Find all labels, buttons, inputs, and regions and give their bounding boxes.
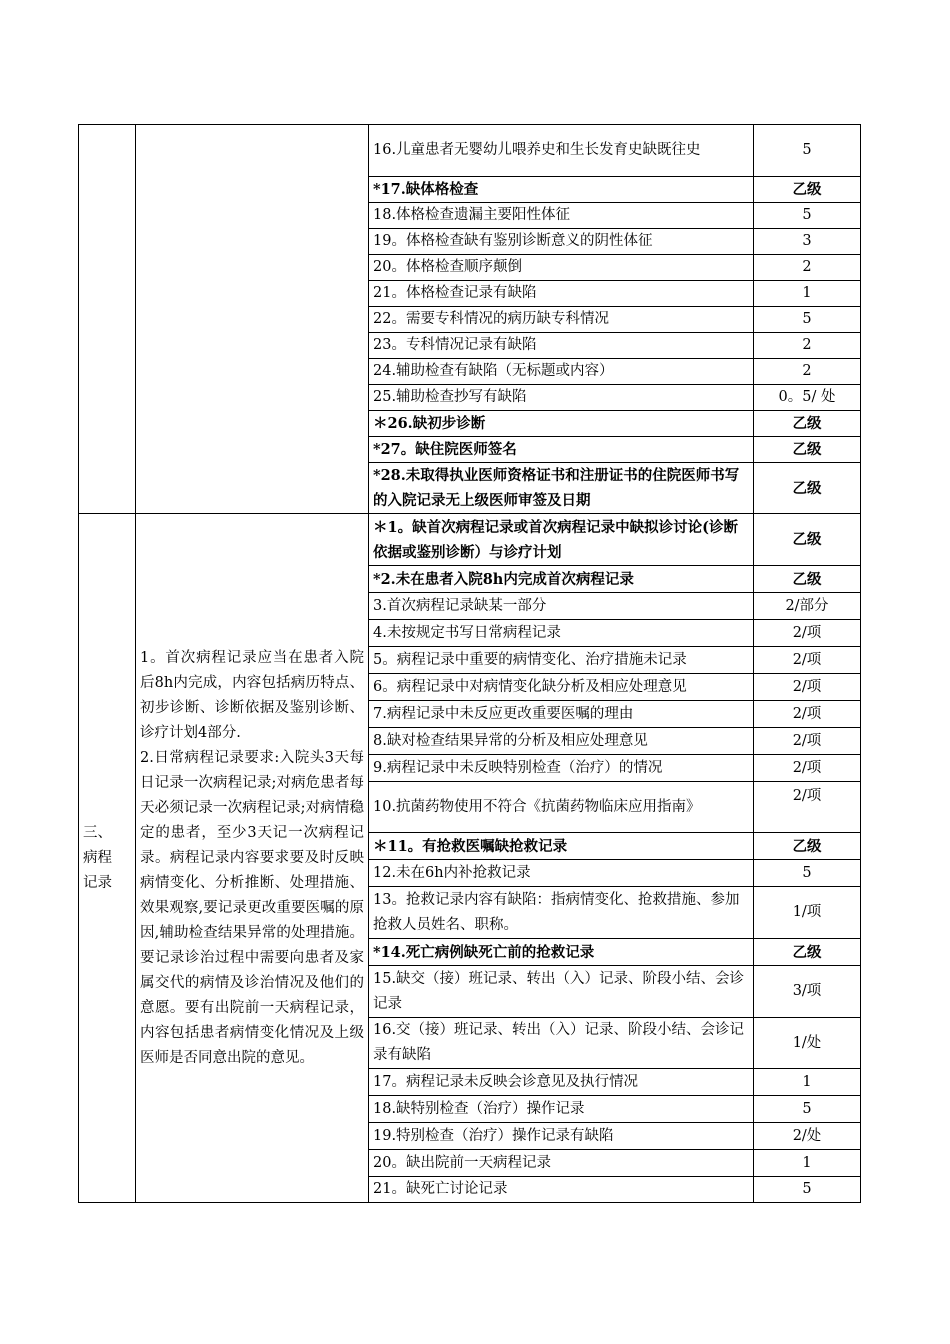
- score-cell: 5: [754, 1096, 861, 1123]
- item-cell: 21。体格检查记录有缺陷: [369, 281, 754, 307]
- item-cell: *27。缺住院医师签名: [369, 437, 754, 463]
- score-cell: 2/项: [754, 701, 861, 728]
- item-cell: 10.抗菌药物使用不符合《抗菌药物临床应用指南》: [369, 782, 754, 833]
- item-cell: 23。专科情况记录有缺陷: [369, 333, 754, 359]
- score-cell: 乙级: [754, 939, 861, 966]
- item-cell: 12.未在6h内补抢救记录: [369, 860, 754, 887]
- table-row: [79, 514, 861, 566]
- item-cell: 3.首次病程记录缺某一部分: [369, 593, 754, 620]
- score-cell: 2/项: [754, 728, 861, 755]
- item-cell: 8.缺对检查结果异常的分析及相应处理意见: [369, 728, 754, 755]
- score-cell: 2/处: [754, 1123, 861, 1150]
- item-cell: 18.体格检查遗漏主要阳性体征: [369, 203, 754, 229]
- requirement-paragraph: 1。首次病程记录应当在患者入院后8h内完成，内容包括病历特点、初步诊断、诊断依据及鉴别诊断、诊疗计划4部分.: [140, 649, 364, 741]
- item-cell: *14.死亡病例缺死亡前的抢救记录: [369, 939, 754, 966]
- score-cell: 2: [754, 333, 861, 359]
- score-cell: 1/项: [754, 887, 861, 939]
- score-cell: 2: [754, 359, 861, 385]
- score-cell: 乙级: [754, 514, 861, 566]
- score-cell: 2/项: [754, 674, 861, 701]
- item-cell: 17。病程记录未反映会诊意见及执行情况: [369, 1069, 754, 1096]
- score-cell: 乙级: [754, 463, 861, 514]
- item-cell: 6。病程记录中对病情变化缺分析及相应处理意见: [369, 674, 754, 701]
- item-cell: 19。体格检查缺有鉴别诊断意义的阴性体征: [369, 229, 754, 255]
- score-cell: 5: [754, 307, 861, 333]
- score-cell: 2: [754, 255, 861, 281]
- score-cell: 乙级: [754, 833, 861, 860]
- item-cell: 13。抢救记录内容有缺陷：指病情变化、抢救措施、参加抢救人员姓名、职称。: [369, 887, 754, 939]
- score-cell: 0。5/ 处: [754, 385, 861, 411]
- item-cell: 21。缺死亡讨论记录: [369, 1177, 754, 1203]
- score-cell: 2/项: [754, 782, 861, 833]
- score-cell: 乙级: [754, 177, 861, 203]
- item-cell: ＊26.缺初步诊断: [369, 411, 754, 437]
- category-title-line: 三、: [83, 824, 112, 841]
- table-row: [79, 125, 861, 177]
- score-cell: 1: [754, 1150, 861, 1177]
- category-cell: [79, 514, 136, 1203]
- score-cell: 2/部分: [754, 593, 861, 620]
- score-cell: 乙级: [754, 411, 861, 437]
- score-cell: 5: [754, 203, 861, 229]
- item-cell: ＊11。有抢救医嘱缺抢救记录: [369, 833, 754, 860]
- item-cell: 16.交（接）班记录、转出（入）记录、阶段小结、会诊记录有缺陷: [369, 1018, 754, 1069]
- item-cell: 19.特别检查（治疗）操作记录有缺陷: [369, 1123, 754, 1150]
- score-cell: 2/项: [754, 755, 861, 782]
- category-title-line: 记录: [83, 874, 112, 891]
- category-cell-empty: [79, 125, 136, 514]
- requirement-cell: [136, 514, 369, 1203]
- item-cell: 20。体格检查顺序颠倒: [369, 255, 754, 281]
- item-cell: 5。病程记录中重要的病情变化、治疗措施未记录: [369, 647, 754, 674]
- item-cell: 16.儿童患者无婴幼儿喂养史和生长发育史缺既往史: [369, 125, 754, 177]
- item-cell: 7.病程记录中未反应更改重要医嘱的理由: [369, 701, 754, 728]
- item-cell: 18.缺特别检查（治疗）操作记录: [369, 1096, 754, 1123]
- item-cell: *28.未取得执业医师资格证书和注册证书的住院医师书写的入院记录无上级医师审签及日期: [369, 463, 754, 514]
- score-cell: 乙级: [754, 437, 861, 463]
- score-cell: 3: [754, 229, 861, 255]
- item-cell: 4.未按规定书写日常病程记录: [369, 620, 754, 647]
- requirement-paragraph: 2.日常病程记录要求:入院头3天每日记录一次病程记录;对病危患者每天必须记录一次病程记录;对病情稳定的患者，至少3天记一次病程记录。病程记录内容要求要及时反映病情变化、分析推断、处理措施、效果观察,要记录更改重要医嘱的原因,辅助检查结果异常的处理措施。要记录诊治过程中需要向患者及家属交代的病情及诊治情况及他们的意愿。要有出院前一天病程记录，内容包括患者病情变化情况及上级医师是否同意出院的意见。: [140, 749, 364, 1066]
- scoring-table: [78, 124, 861, 1203]
- item-cell: 20。缺出院前一天病程记录: [369, 1150, 754, 1177]
- item-cell: 9.病程记录中未反映特别检查（治疗）的情况: [369, 755, 754, 782]
- requirement-cell-empty: [136, 125, 369, 514]
- item-cell: 25.辅助检查抄写有缺陷: [369, 385, 754, 411]
- score-cell: 5: [754, 860, 861, 887]
- score-cell: 5: [754, 1177, 861, 1203]
- score-cell: 2/项: [754, 647, 861, 674]
- item-cell: 22。需要专科情况的病历缺专科情况: [369, 307, 754, 333]
- score-cell: 2/项: [754, 620, 861, 647]
- item-cell: *2.未在患者入院8h内完成首次病程记录: [369, 566, 754, 593]
- category-title-line: 病程: [83, 849, 112, 866]
- score-cell: 1/处: [754, 1018, 861, 1069]
- score-cell: 乙级: [754, 566, 861, 593]
- item-cell: *17.缺体格检查: [369, 177, 754, 203]
- score-cell: 1: [754, 1069, 861, 1096]
- item-cell: ＊1。缺首次病程记录或首次病程记录中缺拟诊讨论(诊断依据或鉴别诊断）与诊疗计划: [369, 514, 754, 566]
- score-cell: 5: [754, 125, 861, 177]
- item-cell: 15.缺交（接）班记录、转出（入）记录、阶段小结、会诊记录: [369, 966, 754, 1018]
- item-cell: 24.辅助检查有缺陷（无标题或内容）: [369, 359, 754, 385]
- score-cell: 3/项: [754, 966, 861, 1018]
- score-cell: 1: [754, 281, 861, 307]
